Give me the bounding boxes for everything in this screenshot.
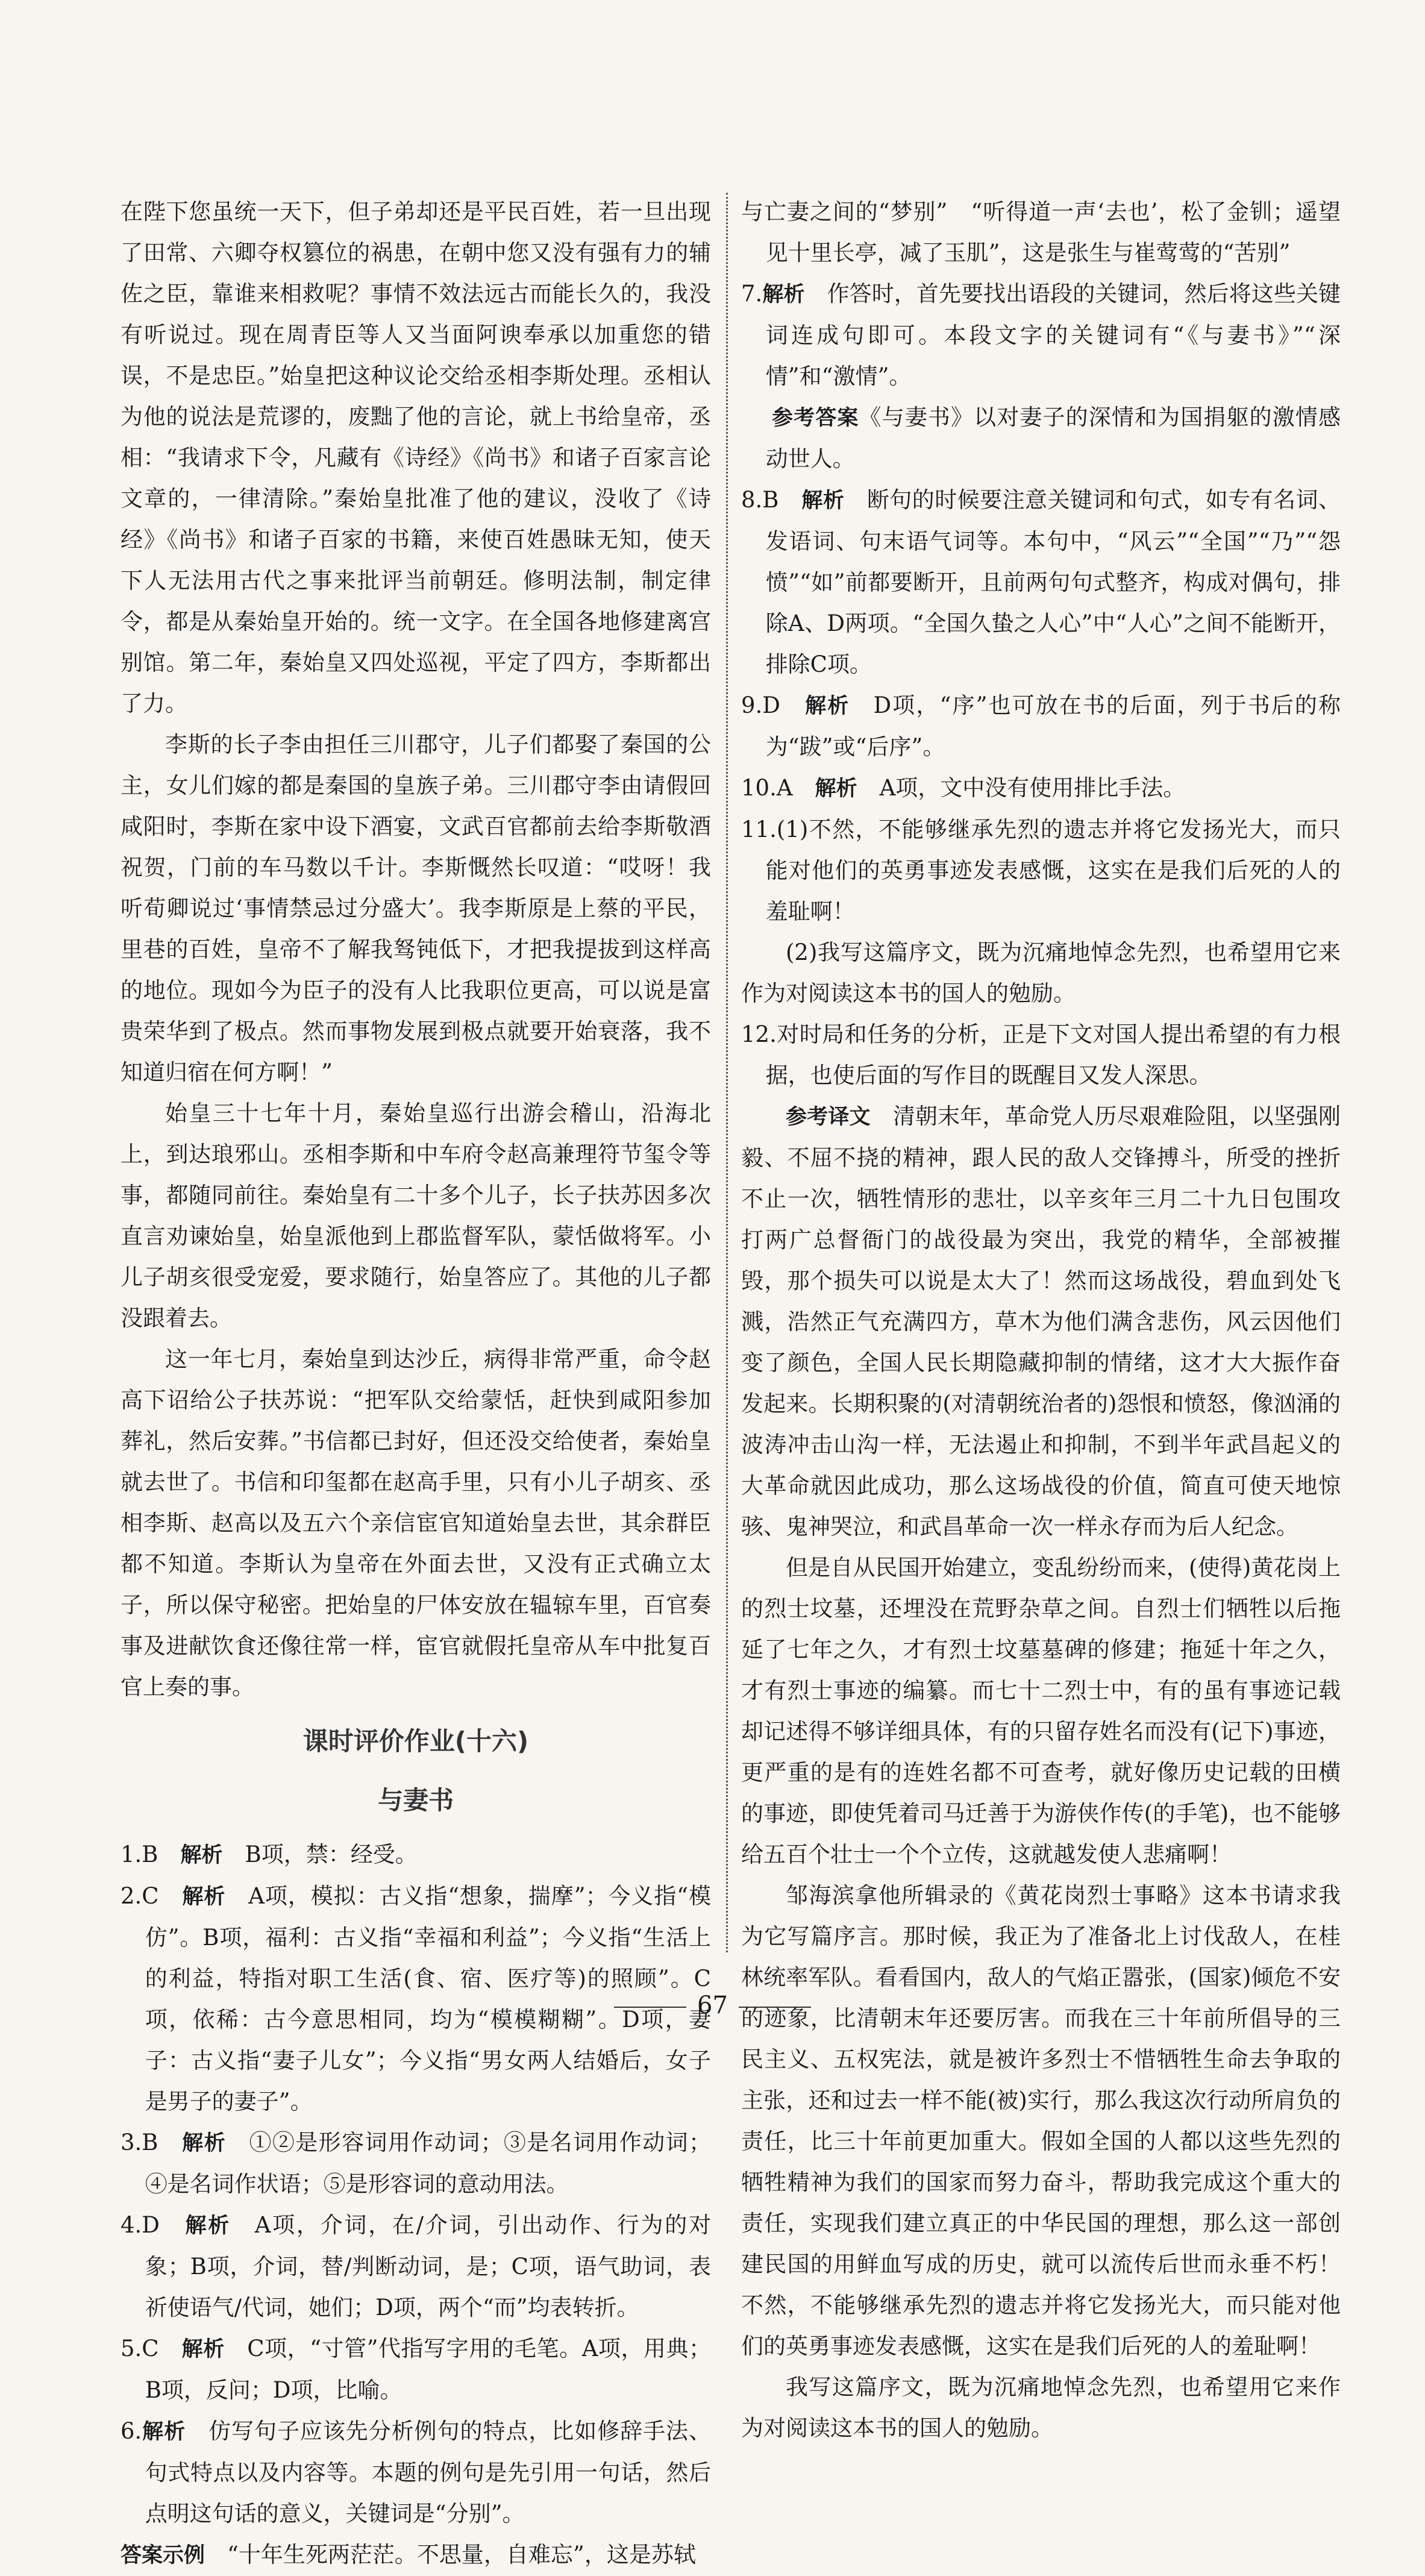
intro-paragraph-0: 在陛下您虽统一天下，但子弟却还是平民百姓，若一旦出现了田常、六卿夺权篡位的祸患，在朝中您又没有强有力的辅佐之臣，靠谁来相救呢？事情不效法远古而能长久的，我没有听说过。现在周青臣等人又当面阿谀奉承以加重您的错误，不是忠臣。”始皇把这种议论交给丞相李斯处理。丞相认为他的说法是荒谬的，废黜了他的言论，就上书给皇帝，丞相：“我请求下令，凡藏有《诗经》《尚书》和诸子百家言论文章的，一律清除。”秦始皇批准了他的建议，没收了《诗经》《尚书》和诸子百家的书籍，来使百姓愚昧无知，使天下人无法用古代之事来批评当前朝廷。修明法制，制定律令，都是从秦始皇开始的。统一文字。在全国各地修建离宫别馆。第二年，秦始皇又四处巡视，平定了四方，李斯都出了力。 xyxy=(121,199,711,716)
answer-number: 12. xyxy=(741,1021,777,1047)
answer-text: D项，“序”也可放在书的后面，列于书后的称为“跋”或“后序”。 xyxy=(765,692,1341,760)
answer-item xyxy=(741,1014,1341,1096)
page-footer xyxy=(0,1992,1425,2019)
answer-item xyxy=(741,809,1341,932)
answer-number: 10.A xyxy=(741,775,793,801)
footer-rule-right xyxy=(739,2007,811,2008)
example-label: 答案示例 xyxy=(121,2543,205,2568)
answer-number: 4.D xyxy=(121,2212,160,2238)
translation-paragraph: 邹海滨拿他所辑录的《黄花岗烈士事略》这本书请求我为它写篇序言。那时候，我正为了准备北上讨伐敌人，在桂林统率军队。看看国内，敌人的气焰正嚣张，(国家)倾危不安的迹象，比清朝末年还要厉害。而我在三十年前所倡导的三民主义、五权宪法，就是被许多烈士不惜牺牲生命去争取的主张，还和过去一样不能(被)实行，那么我这次行动所肩负的责任，比三十年前更加重大。假如全国的人都以这些先烈的牺牲精神为我们的国家而努力奋斗，帮助我完成这个重大的责任，实现我们建立真正的中华民国的理想，那么这一部创建民国的用鲜血写成的历史，就可以流传后世而永垂不朽！不然，不能够继承先烈的遗志并将它发扬光大，而只能对他们的英勇事迹发表感慨，这实在是我们后死的人的羞耻啊！ xyxy=(741,1882,1341,2359)
example-text: “十年生死两茫茫。不思量，自难忘”，这是苏轼 xyxy=(227,2542,696,2568)
answer-text: A项，模拟：古义指“想象，揣摩”；今义指“模仿”。B项，福利：古义指“幸福和利益”；今义指“生活上的利益，特指对职工生活(食、宿、医疗等)的照顾”。C项，依稀：古今意思相同，均为“模模糊糊”。D项，妻子：古义指“妻子儿女”；今义指“男女两人结婚后，女子是男子的妻子”。 xyxy=(145,1883,712,2114)
analysis-label: 解析 xyxy=(805,694,850,718)
answer-item xyxy=(741,274,1341,397)
translation-text: 清朝末年，革命党人历尽艰难险阻，以坚强刚毅、不屈不挠的精神，跟人民的敌人交锋搏斗，所受的挫折不止一次，牺牲情形的悲壮，以辛亥年三月二十九日包围攻打两广总督衙门的战役最为突出，我党的精华，全部被摧毁，那个损失可以说是太大了！然而这场战役，碧血到处飞溅，浩然正气充满四方，草木为他们满含悲伤，风云因他们变了颜色，全国人民长期隐藏抑制的情绪，这才大大振作奋发起来。长期积聚的(对清朝统治者的)怨恨和愤怒，像汹涌的波涛冲击山沟一样，无法遏止和抑制，不到半年武昌起义的大革命就因此成功，那么这场战役的价值，简直可使天地惊骇、鬼神哭泣，和武昌革命一次一样永存而为后人纪念。 xyxy=(741,1103,1341,1540)
answer-item xyxy=(741,480,1341,685)
intro-paragraph-1: 李斯的长子李由担任三川郡守，儿子们都娶了秦国的公主，女儿们嫁的都是秦国的皇族子弟。三川郡守李由请假回咸阳时，李斯在家中设下酒宴，文武百官都前去给李斯敬酒祝贺，门前的车马数以千计。李斯慨然长叹道：“哎呀！我听荀卿说过‘事情禁忌过分盛大’。我李斯原是上蔡的平民，里巷的百姓，皇帝不了解我驽钝低下，才把我提拔到这样高的地位。现如今为臣子的没有人比我职位更高，可以说是富贵荣华到了极点。然而事物发展到极点就要开始衰落，我不知道归宿在何方啊！” xyxy=(121,732,711,1085)
answer-number: 1.B xyxy=(121,1841,158,1867)
analysis-label: 解析 xyxy=(185,2214,231,2238)
footer-rule-left xyxy=(614,2007,686,2008)
answer-item xyxy=(741,685,1341,768)
column-divider xyxy=(726,193,728,1952)
analysis-label: 解析 xyxy=(180,1843,223,1867)
right-column xyxy=(741,192,1341,2449)
answer-number: 8.B xyxy=(741,487,779,513)
answer-text: 仿写句子应该先分析例句的特点，比如修辞手法、句式特点以及内容等。本题的例句是先引用一句话，然后点明这句话的意义，关键词是“分别”。 xyxy=(145,2418,711,2527)
answer-number: 5.C xyxy=(121,2336,159,2361)
answer-item xyxy=(121,2328,711,2411)
answer-text: C项，“寸管”代指写字用的毛笔。A项，用典；B项，反问；D项，比喻。 xyxy=(145,2336,712,2403)
section-title: 课时评价作业(十六) xyxy=(302,1726,529,1756)
translation-paragraph: 我写这篇序文，既为沉痛地悼念先烈，也希望用它来作为对阅读这本书的国人的勉励。 xyxy=(741,2374,1341,2441)
answer-text: (1)不然，不能够继承先烈的遗志并将它发扬光大，而只能对他们的英勇事迹发表感慨，这实在是我们后死的人的羞耻啊！ xyxy=(765,816,1341,924)
answer-number: 2.C xyxy=(121,1883,159,1909)
page-number: 67 xyxy=(697,1992,728,2019)
analysis-label: 解析 xyxy=(142,2420,186,2444)
analysis-label: 解析 xyxy=(815,777,857,801)
example-continuation: 与亡妻之间的“梦别” “听得道一声‘去也’，松了金钏；遥望见十里长亭，减了玉肌”，这是张生与崔莺莺的“苦别” xyxy=(741,199,1341,266)
analysis-label: 解析 xyxy=(181,2337,225,2361)
answer-number: 7. xyxy=(741,281,763,307)
translation-paragraph xyxy=(741,1096,1341,1547)
answer-text: 对时局和任务的分析，正是下文对国人提出希望的有力根据，也使后面的写作目的既醒目又发人深思。 xyxy=(765,1021,1341,1088)
translation-label: 参考译文 xyxy=(786,1105,871,1129)
reference-label: 参考答案 xyxy=(772,406,859,430)
answer-text: A项，文中没有使用排比手法。 xyxy=(879,775,1186,801)
answer-number: 6. xyxy=(121,2418,142,2444)
answer-subpart: (2)我写这篇序文，既为沉痛地悼念先烈，也希望用它来作为对阅读这本书的国人的勉励。 xyxy=(741,939,1341,1006)
intro-paragraph-2: 始皇三十七年十月，秦始皇巡行出游会稽山，沿海北上，到达琅邪山。丞相李斯和中车府令赵高兼理符节玺令等事，都随同前往。秦始皇有二十多个儿子，长子扶苏因多次直言劝谏始皇，始皇派他到上郡监督军队，蒙恬做将军。小儿子胡亥很受宠爱，要求随行，始皇答应了。其他的儿子都没跟着去。 xyxy=(121,1100,711,1331)
answer-item xyxy=(121,2122,711,2205)
answer-item xyxy=(121,2205,711,2328)
answer-number: 11. xyxy=(741,816,777,842)
answer-text: A项，介词，在/介词，引出动作、行为的对象；B项，介词，替/判断动词，是；C项，语气助词，表祈使语气/代词，她们；D项，两个“而”均表转折。 xyxy=(145,2212,712,2321)
answer-item xyxy=(741,768,1341,809)
analysis-label: 解析 xyxy=(182,1885,226,1909)
analysis-label: 解析 xyxy=(801,489,845,513)
answer-number: 9.D xyxy=(741,692,780,718)
left-column xyxy=(121,192,711,2576)
example-answer xyxy=(121,2534,711,2576)
lesson-title: 与妻书 xyxy=(377,1785,454,1815)
reference-answer xyxy=(741,397,1341,480)
answer-text: 断句的时候要注意关键词和句式，如专有名词、发语词、句末语气词等。本句中，“风云”“全国”“乃”“怨愤”“如”前都要断开，且前两句句式整齐，构成对偶句，排除A、D两项。“全国久蛰之人心”中“人心”之间不能断开，排除C项。 xyxy=(765,487,1341,677)
translation-paragraph: 但是自从民国开始建立，变乱纷纷而来，(使得)黄花岗上的烈士坟墓，还埋没在荒野杂草之间。自烈士们牺牲以后拖延了七年之久，才有烈士坟墓墓碑的修建；拖延十年之久，才有烈士事迹的编纂。而七十二烈士中，有的虽有事迹记载却记述得不够详细具体，有的只留存姓名而没有(记下)事迹，更严重的是有的连姓名都不可查考，就好像历史记载的田横的事迹，即使凭着司马迁善于为游侠作传(的手笔)，也不能够给五百个壮士一个个立传，这就越发使人悲痛啊！ xyxy=(741,1555,1341,1867)
analysis-label: 解析 xyxy=(182,2131,227,2155)
answer-number: 3.B xyxy=(121,2129,158,2155)
answer-item xyxy=(121,2411,711,2534)
answer-text: ①②是形容词用作动词；③是名词用作动词；④是名词作状语；⑤是形容词的意动用法。 xyxy=(145,2129,712,2197)
reference-text: 《与妻书》以对妻子的深情和为国捐躯的激情感动世人。 xyxy=(765,404,1341,472)
answer-item xyxy=(121,1834,711,1876)
analysis-label: 解析 xyxy=(762,283,805,307)
answer-text: 作答时，首先要找出语段的关键词，然后将这些关键词连成句即可。本段文字的关键词有“《与妻书》”“深情”和“激情”。 xyxy=(765,281,1341,389)
answer-text: B项，禁：经受。 xyxy=(245,1841,418,1867)
intro-paragraph-3: 这一年七月，秦始皇到达沙丘，病得非常严重，命令赵高下诏给公子扶苏说：“把军队交给蒙恬，赶快到咸阳参加葬礼，然后安葬。”书信都已封好，但还没交给使者，秦始皇就去世了。书信和印玺都在赵高手里，只有小儿子胡亥、丞相李斯、赵高以及五六个亲信宦官知道始皇去世，其余群臣都不知道。李斯认为皇帝在外面去世，又没有正式确立太子，所以保守秘密。把始皇的尸体安放在辒辌车里，百官奏事及进献饮食还像往常一样，宦官就假托皇帝从车中批复百官上奏的事。 xyxy=(121,1346,711,1700)
